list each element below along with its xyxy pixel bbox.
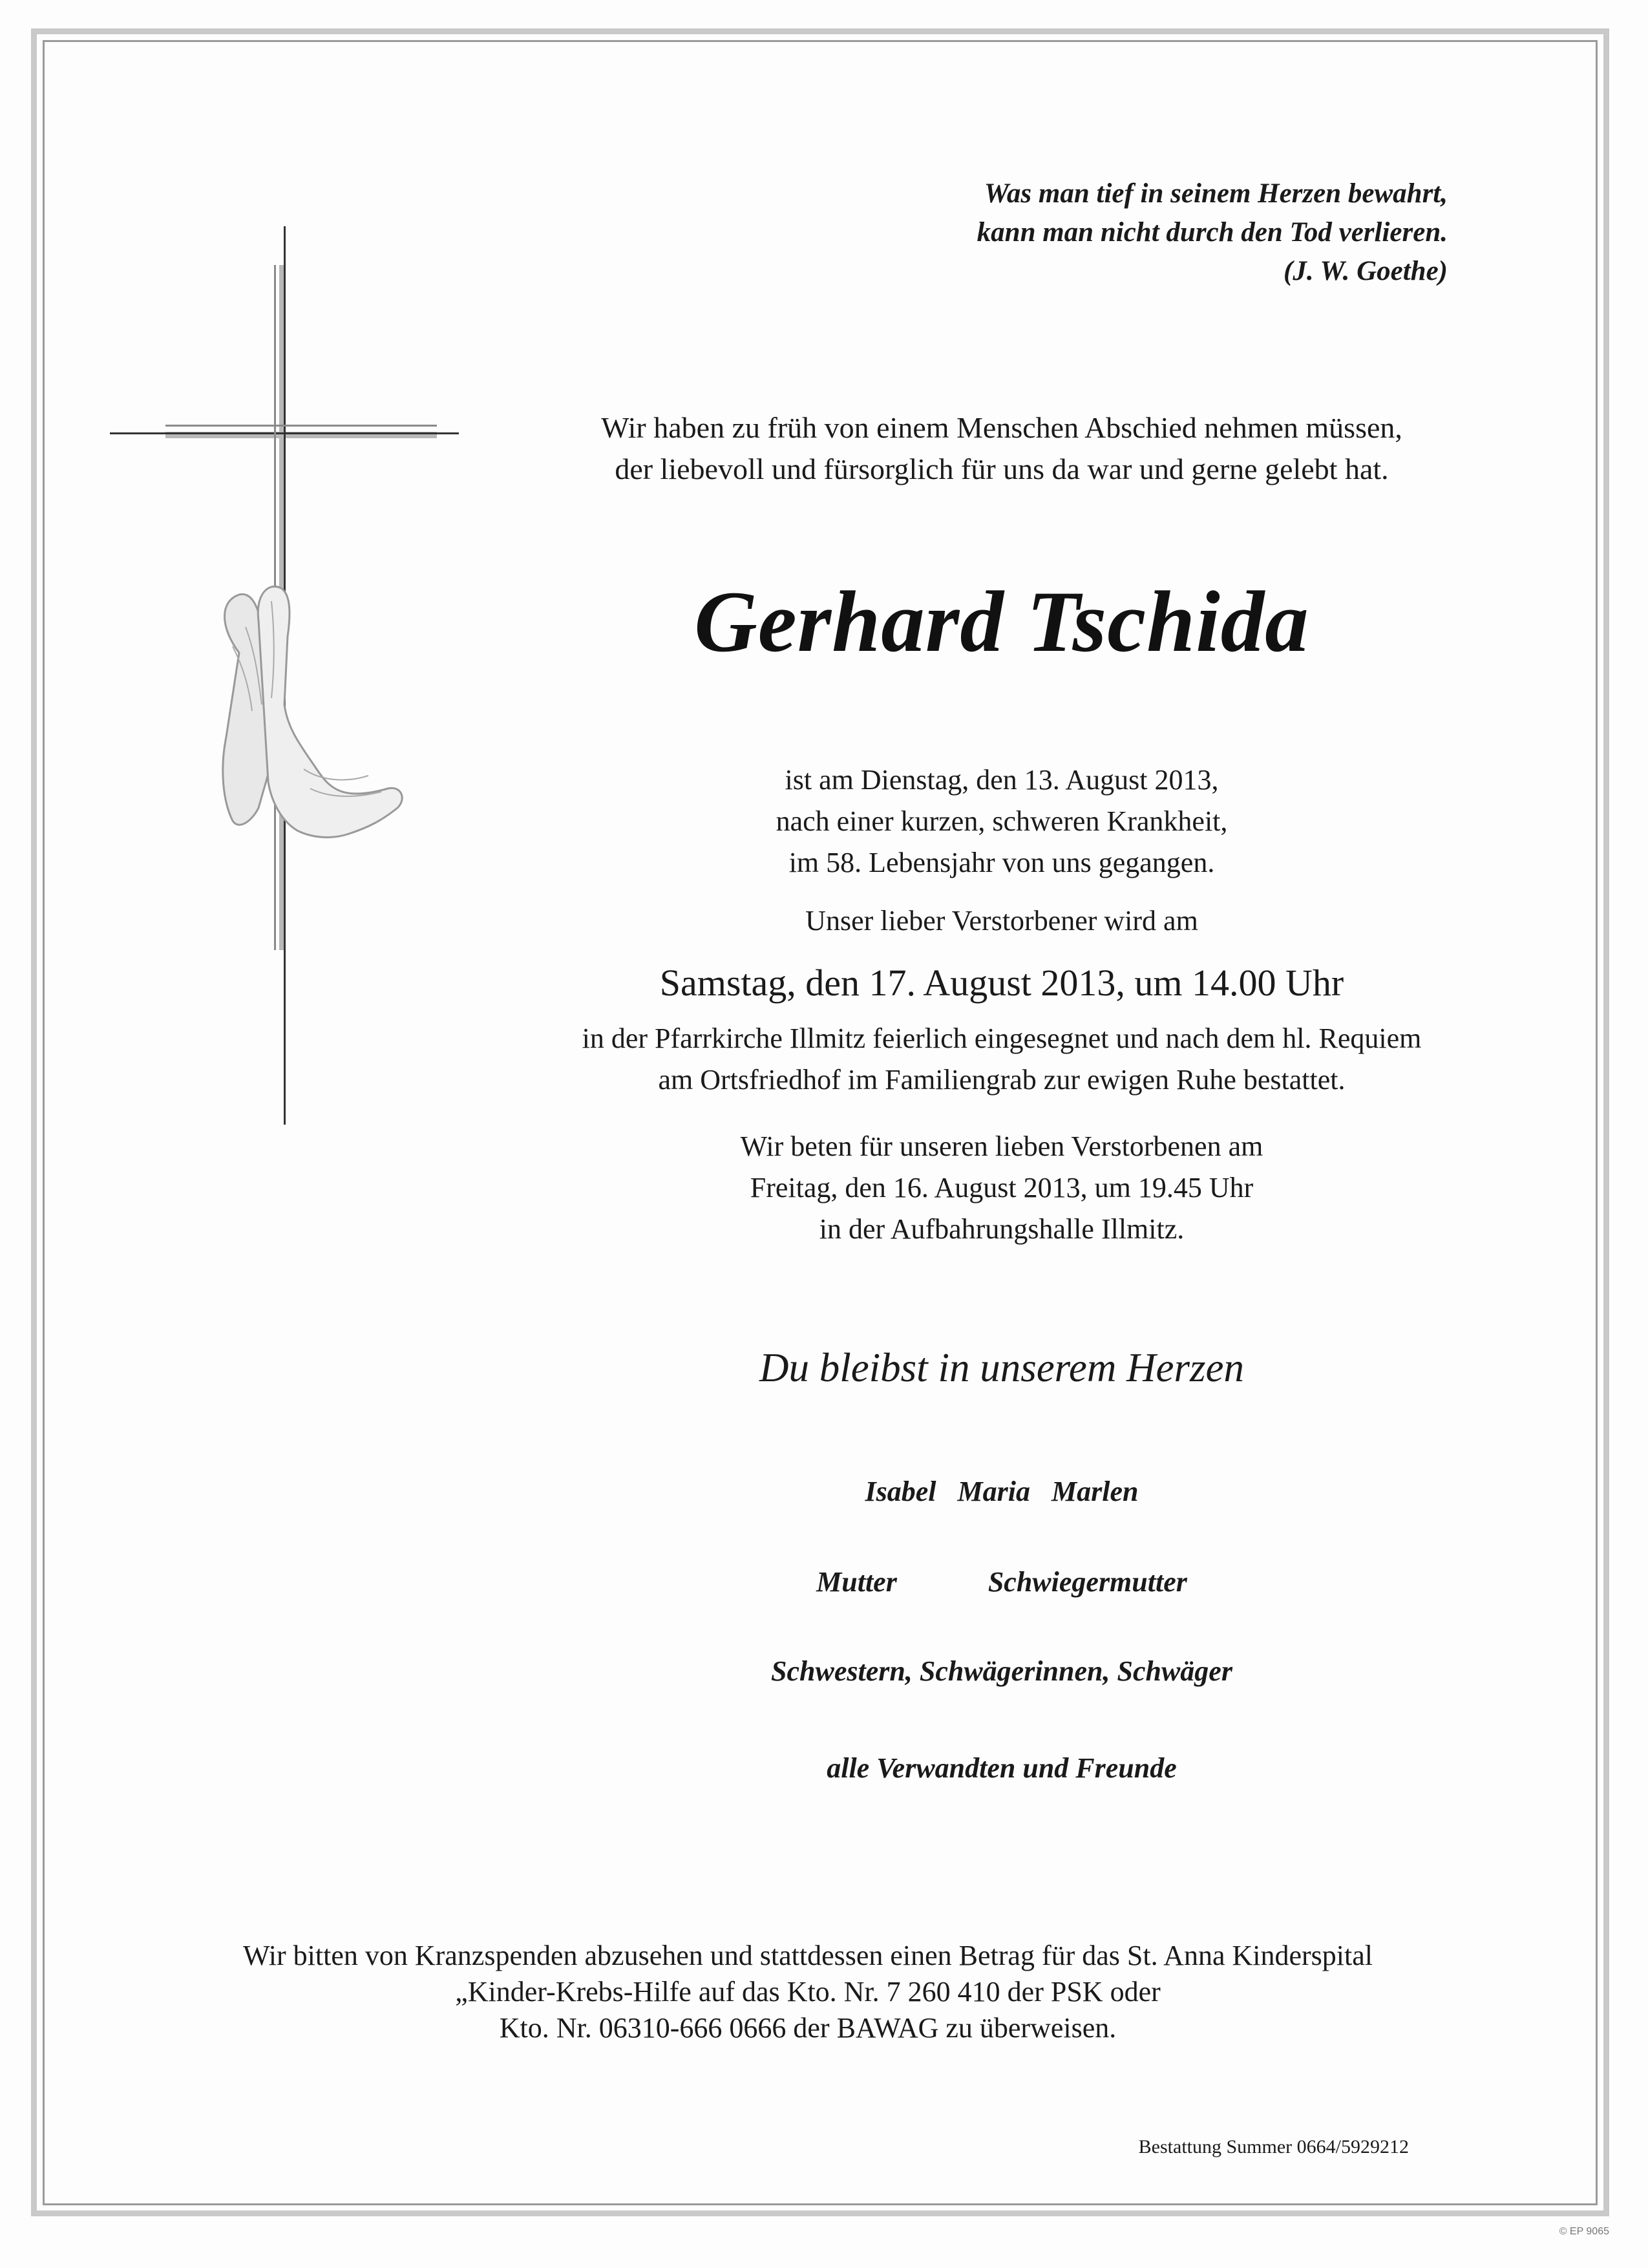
death-line-2: nach einer kurzen, schweren Krankheit,: [776, 805, 1228, 837]
undertaker-contact: Bestattung Summer 0664/5929212: [1138, 2136, 1409, 2157]
quote-author: (J. W. Goethe): [1284, 256, 1448, 286]
donation-request: [129, 1938, 1486, 2046]
intro-line-1: Wir haben zu früh von einem Menschen Abschied nehmen müssen,: [601, 411, 1402, 444]
prayer-line-2: Freitag, den 16. August 2013, um 19.45 Uhr: [750, 1172, 1254, 1203]
remembrance-line: Du bleibst in unserem Herzen: [759, 1345, 1245, 1390]
quote-line-2: kann man nicht durch den Tod verlieren.: [977, 217, 1448, 248]
death-notice: [388, 759, 1616, 884]
intro-text: [388, 407, 1616, 490]
prayer-notice: [388, 1126, 1616, 1250]
funeral-date: Samstag, den 17. August 2013, um 14.00 Uhr: [659, 962, 1344, 1004]
mourners-children: Isabel Maria Marlen: [865, 1476, 1139, 1507]
death-line-3: im 58. Lebensjahr von uns gegangen.: [788, 847, 1215, 878]
quote-line-1: Was man tief in seinem Herzen bewahrt,: [984, 178, 1448, 209]
deceased-name: Gerhard Tschida: [694, 574, 1309, 670]
donation-line-2: „Kinder-Krebs-Hilfe auf das Kto. Nr. 7 260 410 der PSK oder: [455, 1976, 1161, 2008]
prayer-line-3: in der Aufbahrungshalle Illmitz.: [819, 1213, 1185, 1245]
print-code: © EP 9065: [1559, 2226, 1609, 2237]
prayer-line-1: Wir beten für unseren lieben Verstorbenen am: [740, 1130, 1263, 1162]
funeral-details: [388, 1018, 1616, 1101]
mourners-siblings: Schwestern, Schwägerinnen, Schwäger: [771, 1655, 1232, 1687]
praying-hands-icon: [223, 586, 402, 837]
mourners-parents: Mutter Schwiegermutter: [816, 1566, 1187, 1598]
mourners-relatives: alle Verwandten und Freunde: [827, 1752, 1177, 1784]
death-line-1: ist am Dienstag, den 13. August 2013,: [785, 764, 1219, 796]
funeral-line-2: am Ortsfriedhof im Familiengrab zur ewigen Ruhe bestattet.: [658, 1064, 1346, 1096]
funeral-line-1: in der Pfarrkirche Illmitz feierlich eingesegnet und nach dem hl. Requiem: [582, 1023, 1422, 1054]
donation-line-3: Kto. Nr. 06310-666 0666 der BAWAG zu überweisen.: [499, 2012, 1117, 2044]
donation-line-1: Wir bitten von Kranzspenden abzusehen und stattdessen einen Betrag für das St. Anna Kinderspital: [243, 1940, 1373, 1971]
intro-line-2: der liebevoll und fürsorglich für uns da war und gerne gelebt hat.: [615, 452, 1389, 485]
goethe-quote: [840, 175, 1448, 291]
funeral-lead: Unser lieber Verstorbener wird am: [805, 905, 1198, 937]
